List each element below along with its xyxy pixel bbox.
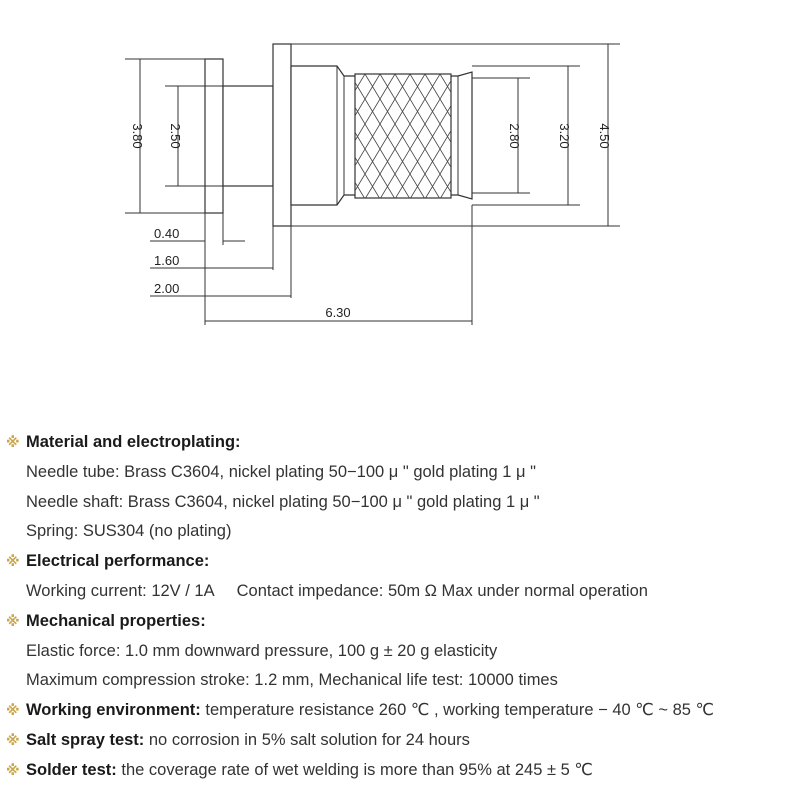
solder-text: the coverage rate of wet welding is more than 95% at 245 ± 5 ℃ — [116, 760, 593, 779]
contact-impedance: Contact impedance: 50m Ω Max under normal operation — [236, 581, 648, 600]
star-bullet-icon: ※ — [6, 702, 20, 719]
dim-1-60: 1.60 — [154, 253, 180, 268]
main-flange — [273, 44, 291, 226]
specification-list — [6, 428, 796, 786]
knurl-line — [516, 74, 590, 198]
dim-2-50: 2.50 — [168, 123, 183, 149]
mechanical-line-stroke: Maximum compression stroke: 1.2 mm, Mechanical life test: 10000 times — [26, 671, 558, 690]
dim-0-40: 0.40 — [154, 226, 180, 241]
dim-6-30: 6.30 — [325, 305, 351, 320]
material-line-tube: Needle tube: Brass C3604, nickel plating 50−100 μ " gold plating 1 μ " — [26, 462, 537, 481]
dim-2-80: 2.80 — [507, 123, 522, 149]
horizontal-dimensions — [150, 226, 472, 321]
electrical-line — [6, 577, 796, 607]
mechanical-line-elastic: Elastic force: 1.0 mm downward pressure, 100 g ± 20 g elasticity — [26, 641, 498, 660]
knurl-line — [605, 74, 679, 198]
star-bullet-icon: ※ — [6, 434, 20, 450]
left-flange — [205, 59, 223, 213]
dim-3-80: 3.80 — [130, 123, 145, 149]
section-environment: ※ Working environment: temperature resistance 260 ℃ , working temperature − 40 ℃ ~ 85 ℃ — [6, 696, 796, 726]
section-material-heading: ※ Material and electroplating: — [6, 428, 796, 458]
working-current: Working current: 12V / 1A — [26, 581, 215, 600]
salt-text: no corrosion in 5% salt solution for 24 hours — [144, 730, 470, 749]
section-electrical-heading: ※ Electrical performance: — [6, 547, 796, 577]
section-solder: ※ Solder test: the coverage rate of wet welding is more than 95% at 245 ± 5 ℃ — [6, 756, 796, 786]
star-bullet-icon: ※ — [6, 612, 20, 629]
star-bullet-icon: ※ — [6, 553, 20, 570]
dim-3-20: 3.20 — [557, 123, 572, 149]
material-line-shaft: Needle shaft: Brass C3604, nickel plating 50−100 μ " gold plating 1 μ " — [26, 492, 540, 511]
star-bullet-icon: ※ — [6, 731, 20, 748]
shaft-neck — [223, 86, 273, 186]
dim-2-00: 2.00 — [154, 281, 180, 296]
material-line-spring: Spring: SUS304 (no plating) — [26, 522, 232, 541]
section-mechanical-heading: ※ Mechanical properties: — [6, 607, 796, 637]
section-salt-spray: ※ Salt spray test: no corrosion in 5% salt solution for 24 hours — [6, 726, 796, 756]
knurl-line — [515, 74, 589, 198]
environment-text: temperature resistance 260 ℃ , working temperature − 40 ℃ ~ 85 ℃ — [200, 701, 715, 720]
dim-4-50: 4.50 — [597, 123, 612, 149]
star-bullet-icon: ※ — [6, 761, 20, 778]
